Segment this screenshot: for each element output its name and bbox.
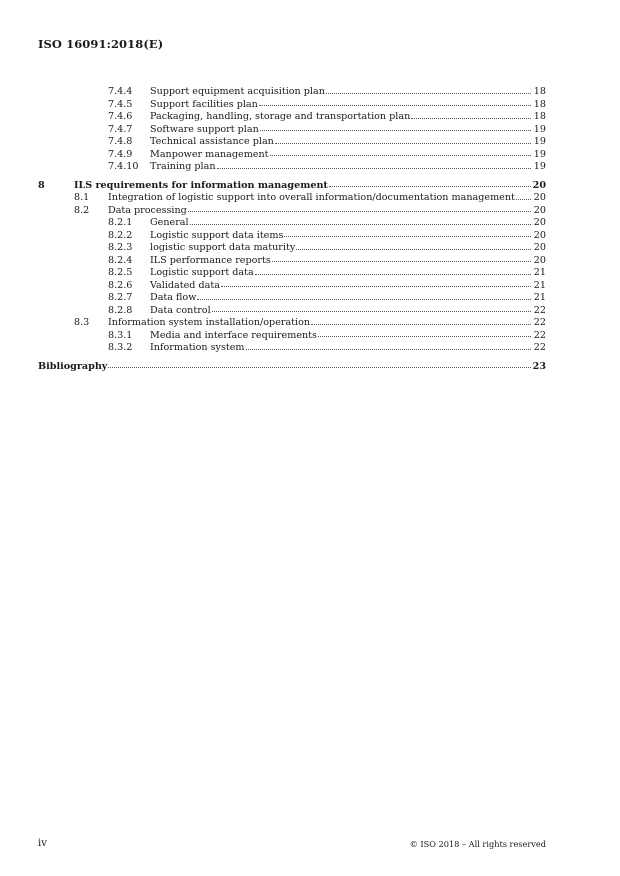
toc-entry-bibliography[interactable] [38, 361, 546, 374]
copyright-notice: © ISO 2018 – All rights reserved [409, 839, 546, 849]
page-number: iv [38, 838, 47, 849]
toc-dot-leader [516, 199, 531, 200]
toc-entry-number: 7.4.7 [108, 123, 133, 135]
toc-entry-page: 20 [533, 217, 546, 228]
toc-entry-title: logistic support data maturity [150, 242, 296, 253]
toc-dot-leader [108, 367, 531, 368]
toc-dot-leader [246, 349, 531, 350]
toc-entry-title: Technical assistance plan [150, 136, 274, 147]
toc-entry-page: 20 [533, 229, 546, 241]
toc-entry-title: ILS requirements for information management [74, 179, 328, 191]
toc-dot-leader [318, 336, 531, 337]
toc-entry-page: 19 [533, 161, 546, 172]
toc-entry[interactable] [38, 217, 546, 230]
toc-entry[interactable] [38, 124, 546, 137]
toc-entry-number: 8.2.1 [108, 217, 133, 228]
toc-dot-leader [217, 168, 532, 169]
toc-entry[interactable] [38, 161, 546, 174]
toc-entry-number: 8.2.6 [108, 279, 133, 291]
toc-entry-page: 18 [533, 86, 546, 97]
toc-entry-title: Packaging, handling, storage and transportation plan [150, 111, 411, 122]
toc-entry-number: 8.3.2 [108, 342, 133, 353]
toc-entry-title: Support facilities plan [150, 98, 258, 110]
toc-entry-title: Data processing [108, 204, 187, 216]
toc-dot-leader [272, 261, 531, 262]
toc-entry[interactable] [38, 342, 546, 355]
toc-entry-number: 8.2.3 [108, 242, 133, 253]
toc-entry-number: 7.4.10 [108, 161, 139, 172]
toc-entry-number: 7.4.6 [108, 111, 133, 122]
toc-entry[interactable] [38, 230, 546, 243]
toc-dot-leader [311, 324, 531, 325]
toc-entry[interactable] [38, 330, 546, 343]
toc-entry[interactable] [38, 136, 546, 149]
toc-entry-number: 7.4.9 [108, 148, 133, 160]
document-header-id: ISO 16091:2018(E) [38, 37, 164, 51]
toc-entry[interactable] [38, 280, 546, 293]
toc-entry-page: 19 [533, 136, 546, 147]
toc-dot-leader [190, 224, 531, 225]
toc-entry-number: 8.2.7 [108, 292, 133, 303]
toc-entry-page: 22 [533, 317, 546, 328]
toc-entry-page: 20 [533, 242, 546, 253]
toc-dot-leader [296, 249, 531, 250]
toc-entry-page: 22 [533, 329, 546, 341]
toc-dot-leader [197, 299, 531, 300]
toc-dot-leader [188, 211, 531, 212]
toc-entry-number: 8.1 [74, 192, 90, 203]
toc-entry-number: 7.4.4 [108, 86, 133, 97]
toc-entry-title: Logistic support data items [150, 229, 284, 241]
toc-entry-title: Information system [150, 342, 245, 353]
toc-entry-page: 18 [533, 111, 546, 122]
toc-entry[interactable] [38, 111, 546, 124]
toc-dot-leader [411, 118, 531, 119]
toc-entry-number: 7.4.8 [108, 136, 133, 147]
toc-entry-number: 8 [38, 179, 45, 191]
toc-entry-number: 8.2.4 [108, 254, 133, 266]
toc-entry-page: 21 [533, 279, 546, 291]
toc-entry[interactable] [38, 305, 546, 318]
toc-entry[interactable] [38, 317, 546, 330]
toc-entry[interactable] [38, 205, 546, 218]
toc-entry[interactable] [38, 242, 546, 255]
toc-entry[interactable] [38, 149, 546, 162]
toc-dot-leader [255, 274, 531, 275]
toc-entry-title: Support equipment acquisition plan [150, 86, 325, 97]
toc-entry[interactable] [38, 86, 546, 99]
toc-dot-leader [270, 155, 531, 156]
toc-entry-page: 18 [533, 98, 546, 110]
toc-entry-title: Bibliography [38, 360, 108, 372]
toc-dot-leader [329, 186, 531, 187]
toc-dot-leader [260, 130, 531, 131]
toc-dot-leader [221, 286, 531, 287]
toc-entry-title: ILS performance reports [150, 254, 271, 266]
toc-entry-page: 21 [533, 292, 546, 303]
toc-entry-page: 23 [532, 360, 546, 372]
toc-entry-page: 20 [533, 192, 546, 203]
toc-entry-title: Software support plan [150, 123, 259, 135]
toc-entry-number: 8.2.8 [108, 304, 133, 316]
toc-dot-leader [284, 236, 531, 237]
toc-entry-page: 20 [532, 179, 546, 191]
toc-entry-page: 19 [533, 123, 546, 135]
table-of-contents [38, 86, 546, 373]
toc-entry-title: General [150, 217, 189, 228]
toc-entry-title: Manpower management [150, 148, 269, 160]
toc-dot-leader [326, 93, 531, 94]
toc-dot-leader [259, 105, 531, 106]
toc-entry-title: Logistic support data [150, 267, 254, 278]
toc-entry-page: 22 [533, 342, 546, 353]
toc-dot-leader [275, 143, 531, 144]
toc-entry-number: 8.3.1 [108, 329, 133, 341]
toc-entry-title: Information system installation/operation [108, 317, 311, 328]
toc-entry[interactable] [38, 292, 546, 305]
toc-entry-page: 20 [533, 204, 546, 216]
toc-entry[interactable] [38, 267, 546, 280]
toc-entry-number: 7.4.5 [108, 98, 133, 110]
toc-entry-page: 20 [533, 254, 546, 266]
toc-entry[interactable] [38, 255, 546, 268]
toc-entry-title: Training plan [150, 161, 216, 172]
toc-entry-page: 21 [533, 267, 546, 278]
toc-entry-number: 8.2.5 [108, 267, 133, 278]
toc-dot-leader [212, 311, 531, 312]
toc-entry-number: 8.2.2 [108, 229, 133, 241]
toc-entry-title: Media and interface requirements [150, 329, 317, 341]
toc-entry-title: Integration of logistic support into overall information/documentation management [108, 192, 515, 203]
toc-entry[interactable] [38, 192, 546, 205]
toc-entry-number: 8.2 [74, 204, 90, 216]
toc-entry[interactable] [38, 99, 546, 112]
toc-entry-page: 22 [533, 304, 546, 316]
toc-entry[interactable] [38, 180, 546, 193]
toc-entry-title: Validated data [150, 279, 220, 291]
toc-entry-number: 8.3 [74, 317, 90, 328]
toc-entry-title: Data control [150, 304, 211, 316]
toc-entry-page: 19 [533, 148, 546, 160]
toc-entry-title: Data flow [150, 292, 197, 303]
